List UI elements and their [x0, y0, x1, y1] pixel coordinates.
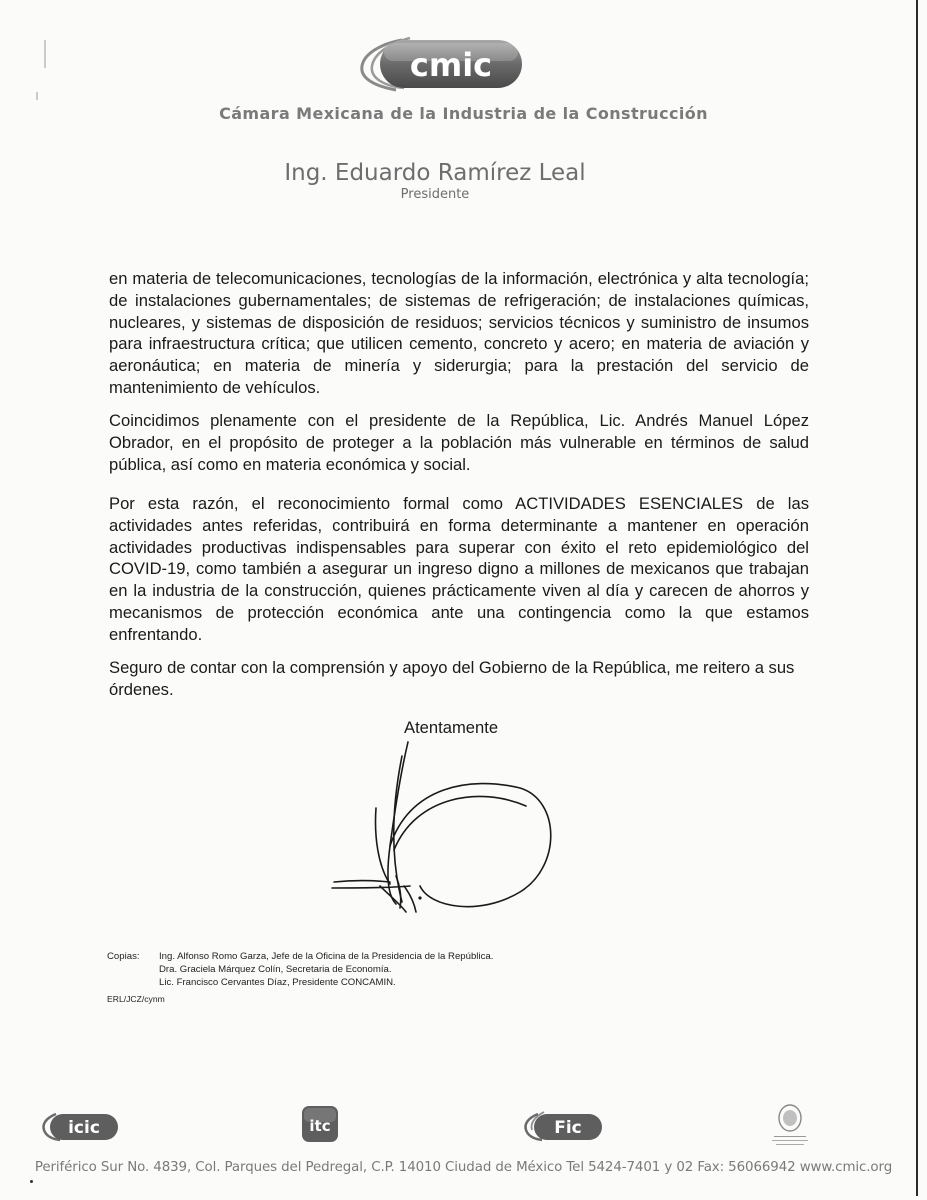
icic-logo-text: icic	[68, 1118, 100, 1138]
copy-recipient: Ing. Alfonso Romo Garza, Jefe de la Oficina de la Presidencia de la República.	[159, 951, 494, 962]
copies-label: Copias:	[107, 951, 140, 962]
president-name: Ing. Eduardo Ramírez Leal	[284, 160, 586, 186]
itc-logo	[300, 1104, 340, 1144]
body-paragraph-4: Seguro de contar con la comprensión y apoyo del Gobierno de la República, me reitero a sus órdenes.	[109, 658, 795, 699]
copy-recipient: Lic. Francisco Cervantes Díaz, Presidente CONCAMIN.	[159, 977, 396, 988]
body-paragraph-2: Coincidimos plenamente con el presidente de la República, Lic. Andrés Manuel López Obrador, en el propósito de proteger a la población más vulnerable en términos de salud pública, así como en materia económica y social.	[109, 411, 809, 474]
body-paragraph-3: Por esta razón, el reconocimiento formal como ACTIVIDADES ESENCIALES de las actividades antes referidas, contribuirá en forma determinante a mantener en operación actividades productivas indispensables para superar con éxito el reto epidemiológico del COVID-19, como también a asegurar un ingreso digno a millones de mexicanos que trabajan en la industria de la construcción, quienes prácticamente viven al día y carecen de ahorros y mecanismos de protección económica ante una contingencia como la que estamos enfrentando.	[109, 494, 809, 644]
signature	[330, 736, 570, 916]
seal-icon	[760, 1100, 820, 1154]
closing-salutation: Atentamente	[404, 718, 499, 737]
cmic-logo	[358, 26, 530, 110]
copy-recipient: Dra. Graciela Márquez Colín, Secretaria de Economía.	[159, 964, 392, 975]
fic-logo-text: Fic	[554, 1118, 582, 1138]
logo-text: cmic	[409, 46, 493, 84]
scan-mark	[36, 92, 38, 100]
fic-logo	[522, 1110, 604, 1144]
organization-name: Cámara Mexicana de la Industria de la Construcción	[219, 104, 708, 123]
president-title: Presidente	[400, 187, 470, 202]
icic-logo	[40, 1110, 120, 1144]
copies-list	[159, 950, 619, 989]
body-paragraph-1: en materia de telecomunicaciones, tecnologías de la información, electrónica y alta tecnología; de instalaciones gubernamentales; de sistemas de refrigeración; de instalaciones químicas, nucleares, y sistemas de disposición de residuos; servicios técnicos y suministro de insumos para infraestructura crítica; que utilicen cemento, concreto y acero; en materia de aviación y aeronáutica; en materia de minería y siderurgia; para la prestación del servicio de mantenimiento de vehículos.	[109, 269, 809, 397]
scan-mark	[30, 1180, 33, 1183]
reference-initials: ERL/JCZ/cynm	[107, 994, 165, 1004]
scan-mark	[44, 40, 46, 68]
itc-logo-text: itc	[309, 1117, 331, 1135]
footer-address: Periférico Sur No. 4839, Col. Parques del Pedregal, C.P. 14010 Ciudad de México Tel 5424-7401 y 02 Fax: 56066942 www.cmic.org	[34, 1160, 893, 1175]
